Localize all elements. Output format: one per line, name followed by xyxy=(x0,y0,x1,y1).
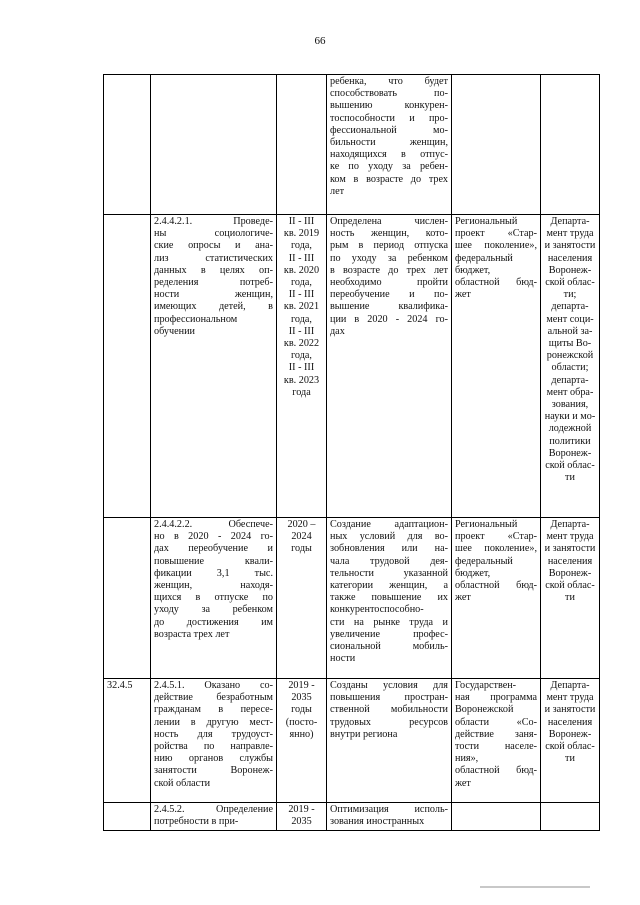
cell-line: 2.4.5.1. Оказано со- xyxy=(154,680,273,691)
cell-line: кв. 2023 xyxy=(283,374,320,386)
cell-line: Созданы условия для xyxy=(330,680,448,691)
cell-line: (посто- xyxy=(285,716,318,728)
cell-line: ность для трудоуст- xyxy=(154,728,273,740)
cell-line: дах xyxy=(330,325,345,337)
cell-line: тоспособности и про- xyxy=(330,112,448,124)
code-cell xyxy=(104,215,151,518)
cell-line: вышению конкурен- xyxy=(330,100,448,112)
source-cell xyxy=(452,803,541,831)
cell-line: федеральный xyxy=(455,555,513,567)
executor-cell xyxy=(541,75,600,215)
cell-line: и занятости xyxy=(544,704,596,716)
source-cell xyxy=(452,518,541,679)
cell-line: имеющих детей, в xyxy=(154,301,273,313)
cell-line: населения xyxy=(547,716,593,728)
cell-line: 2019 - xyxy=(288,804,315,815)
cell-line: потребности в при- xyxy=(154,816,239,828)
cell-line: мент труда xyxy=(546,531,594,543)
result-cell xyxy=(327,803,452,831)
cell-line: лении в другую мест- xyxy=(154,716,273,728)
cell-line: жет xyxy=(455,777,471,789)
cell-line: конкурентоспособно- xyxy=(330,604,424,616)
cell-line: данных в целях оп- xyxy=(154,264,273,276)
code-cell xyxy=(104,75,151,215)
cell-line: повышение квали- xyxy=(154,555,273,567)
cell-line: ность женщин, кото- xyxy=(330,228,448,240)
cell-line: сти на рынке труда и xyxy=(330,616,448,628)
cell-line: Воронеж- xyxy=(548,728,592,740)
cell-line: населения xyxy=(547,252,593,264)
cell-line: сиональной мобиль- xyxy=(330,641,448,653)
cell-line: жет xyxy=(455,592,471,604)
period-cell xyxy=(277,679,327,803)
cell-line: Государствен- xyxy=(455,680,517,691)
cell-line: мент обра- xyxy=(546,386,594,398)
cell-line: по уходу за ребенком xyxy=(330,252,448,264)
cell-line: жет xyxy=(455,289,471,301)
cell-line: Региональный xyxy=(455,519,518,530)
cell-line: ской области xyxy=(154,777,211,789)
cell-line: бюджет, xyxy=(455,567,491,579)
cell-line: политики xyxy=(549,435,591,447)
plan-table xyxy=(103,74,600,831)
cell-line: но в 2020 - 2024 го- xyxy=(154,531,273,543)
cell-line: ственной мобильности xyxy=(330,704,448,716)
cell-line: ти xyxy=(565,472,575,484)
cell-line: повышения простран- xyxy=(330,692,448,704)
cell-line: Воронежской xyxy=(455,704,514,716)
cell-line: года, xyxy=(291,313,312,325)
cell-line: Региональный xyxy=(455,216,518,227)
cell-line: ке по уходу за ребен- xyxy=(330,161,448,173)
cell-line: ской облас- xyxy=(545,277,595,289)
cell-line: фессиональной мо- xyxy=(330,124,448,136)
cell-line: ределения потреб- xyxy=(154,277,273,289)
cell-line: шее поколение», xyxy=(455,543,537,555)
cell-line: 32.4.5 xyxy=(107,680,133,691)
cell-line: Департа- xyxy=(550,216,590,227)
cell-line: мент труда xyxy=(546,692,594,704)
cell-line: Воронеж- xyxy=(548,264,592,276)
cell-line: тости населе- xyxy=(455,741,537,753)
cell-line: ронежской xyxy=(546,350,594,362)
cell-line: кв. 2020 xyxy=(283,264,320,276)
table-row xyxy=(104,215,600,518)
result-cell xyxy=(327,518,452,679)
cell-line: 2.4.5.2. Определение xyxy=(154,804,273,815)
cell-line: 2035 xyxy=(291,816,312,828)
code-cell xyxy=(104,518,151,679)
cell-line: 2.4.4.2.1. Проведе- xyxy=(154,216,273,227)
executor-cell xyxy=(541,518,600,679)
cell-line: проект «Стар- xyxy=(455,228,537,240)
cell-line: населения xyxy=(547,555,593,567)
cell-line: профессиональном xyxy=(154,313,238,325)
cell-line: альной за- xyxy=(547,325,593,337)
cell-line: ти; xyxy=(563,289,577,301)
cell-line: способствовать по- xyxy=(330,88,448,100)
cell-line: дах переобучение и xyxy=(154,543,273,555)
cell-line: ской облас- xyxy=(545,460,595,472)
cell-line: 2.4.4.2.2. Обеспече- xyxy=(154,519,273,530)
table-row xyxy=(104,803,600,831)
activity-cell xyxy=(151,215,277,518)
cell-line: мент труда xyxy=(546,228,594,240)
cell-line: фикации 3,1 тыс. xyxy=(154,567,273,579)
cell-line: ная программа xyxy=(455,692,537,704)
cell-line: II - III xyxy=(288,362,315,374)
cell-line: щиты Во- xyxy=(548,338,592,350)
activity-cell xyxy=(151,518,277,679)
activity-cell xyxy=(151,803,277,831)
cell-line: Определена числен- xyxy=(330,216,448,227)
result-cell xyxy=(327,215,452,518)
cell-line: лиз статистических xyxy=(154,252,273,264)
cell-line: области; xyxy=(551,362,589,374)
cell-line: женщин, находя- xyxy=(154,580,273,592)
cell-line: щихся в отпуске по xyxy=(154,592,273,604)
cell-line: ных условий для во- xyxy=(330,531,448,543)
cell-line: кв. 2019 xyxy=(283,228,320,240)
cell-line: ности женщин, xyxy=(154,289,273,301)
code-cell xyxy=(104,803,151,831)
cell-line: обучении xyxy=(154,325,195,337)
cell-line: трудовых ресурсов xyxy=(330,716,448,728)
executor-cell xyxy=(541,803,600,831)
cell-line: областной бюд- xyxy=(455,580,537,592)
cell-line: Оптимизация исполь- xyxy=(330,804,448,815)
scan-artifact xyxy=(480,886,590,888)
cell-line: кв. 2022 xyxy=(283,338,320,350)
cell-line: 2035 xyxy=(291,692,312,704)
cell-line: чала трудовой дея- xyxy=(330,555,448,567)
cell-line: вышение квалифика- xyxy=(330,301,448,313)
cell-line: также повышение их xyxy=(330,592,448,604)
cell-line: необходимо пройти xyxy=(330,277,448,289)
period-cell xyxy=(277,803,327,831)
cell-line: департа- xyxy=(551,301,589,313)
cell-line: ребенка, что будет xyxy=(330,76,448,87)
activity-cell xyxy=(151,679,277,803)
cell-line: действие заня- xyxy=(455,728,537,740)
table-row xyxy=(104,75,600,215)
cell-line: и занятости xyxy=(544,240,596,252)
cell-line: областной бюд- xyxy=(455,277,537,289)
source-cell xyxy=(452,679,541,803)
cell-line: и занятости xyxy=(544,543,596,555)
cell-line: областной бюд- xyxy=(455,765,537,777)
cell-line: года xyxy=(292,386,311,398)
cell-line: науки и мо- xyxy=(544,411,596,423)
cell-line: до достижения им xyxy=(154,616,273,628)
cell-line: года, xyxy=(291,350,312,362)
cell-line: ности xyxy=(330,653,356,665)
cell-line: ком в возрасте до трех xyxy=(330,173,448,185)
cell-line: увеличение профес- xyxy=(330,628,448,640)
cell-line: Департа- xyxy=(550,519,590,530)
cell-line: занятости Воронеж- xyxy=(154,765,273,777)
cell-line: ции в 2020 - 2024 го- xyxy=(330,313,448,325)
cell-line: годы xyxy=(291,543,312,555)
cell-line: в возрасте до трех лет xyxy=(330,264,448,276)
source-cell xyxy=(452,215,541,518)
cell-line: 2020 – xyxy=(287,519,316,530)
cell-line: тельности указанной xyxy=(330,567,448,579)
activity-cell xyxy=(151,75,277,215)
cell-line: области «Со- xyxy=(455,716,537,728)
period-cell xyxy=(277,215,327,518)
cell-line: бюджет, xyxy=(455,264,491,276)
cell-line: департа- xyxy=(551,374,589,386)
cell-line: 2019 - xyxy=(288,680,315,691)
cell-line: II - III xyxy=(288,289,315,301)
cell-line: ской облас- xyxy=(545,741,595,753)
cell-line: II - III xyxy=(288,252,315,264)
cell-line: возраста трех лет xyxy=(154,628,230,640)
cell-line: действие безработным xyxy=(154,692,273,704)
cell-line: лет xyxy=(330,185,345,197)
cell-line: зования иностранных xyxy=(330,816,425,828)
cell-line: лодежной xyxy=(548,423,592,435)
cell-line: нию органов службы xyxy=(154,753,273,765)
result-cell xyxy=(327,75,452,215)
cell-line: года, xyxy=(291,277,312,289)
cell-line: янно) xyxy=(289,728,314,740)
cell-line: ской облас- xyxy=(545,580,595,592)
cell-line: зования, xyxy=(551,399,589,411)
cell-line: зобновления или на- xyxy=(330,543,448,555)
result-cell xyxy=(327,679,452,803)
cell-line: ройства по направле- xyxy=(154,741,273,753)
cell-line: уходу за ребенком xyxy=(154,604,273,616)
cell-line: года, xyxy=(291,240,312,252)
cell-line: ти xyxy=(565,753,575,765)
cell-line: Воронеж- xyxy=(548,447,592,459)
cell-line: 2024 xyxy=(291,531,312,543)
executor-cell xyxy=(541,215,600,518)
cell-line: федеральный xyxy=(455,252,513,264)
cell-line: ские опросы и ана- xyxy=(154,240,273,252)
cell-line: рым в период отпуска xyxy=(330,240,448,252)
cell-line: Департа- xyxy=(550,680,590,691)
cell-line: Создание адаптацион- xyxy=(330,519,448,530)
cell-line: бильности женщин, xyxy=(330,137,448,149)
cell-line: ния», xyxy=(455,753,479,765)
cell-line: мент соци- xyxy=(546,313,594,325)
period-cell xyxy=(277,518,327,679)
cell-line: II - III xyxy=(288,216,315,227)
cell-line: кв. 2021 xyxy=(283,301,320,313)
cell-line: шее поколение», xyxy=(455,240,537,252)
cell-line: Воронеж- xyxy=(548,567,592,579)
table-row xyxy=(104,518,600,679)
cell-line: находящихся в отпус- xyxy=(330,149,448,161)
page-number: 66 xyxy=(314,35,326,47)
executor-cell xyxy=(541,679,600,803)
cell-line: годы xyxy=(291,704,312,716)
cell-line: категории женщин, а xyxy=(330,580,448,592)
source-cell xyxy=(452,75,541,215)
cell-line: ти xyxy=(565,592,575,604)
period-cell xyxy=(277,75,327,215)
code-cell xyxy=(104,679,151,803)
cell-line: внутри региона xyxy=(330,728,398,740)
cell-line: переобучение и по- xyxy=(330,289,448,301)
cell-line: проект «Стар- xyxy=(455,531,537,543)
cell-line: II - III xyxy=(288,325,315,337)
table-row xyxy=(104,679,600,803)
cell-line: гражданам в пересе- xyxy=(154,704,273,716)
cell-line: ны социологиче- xyxy=(154,228,273,240)
